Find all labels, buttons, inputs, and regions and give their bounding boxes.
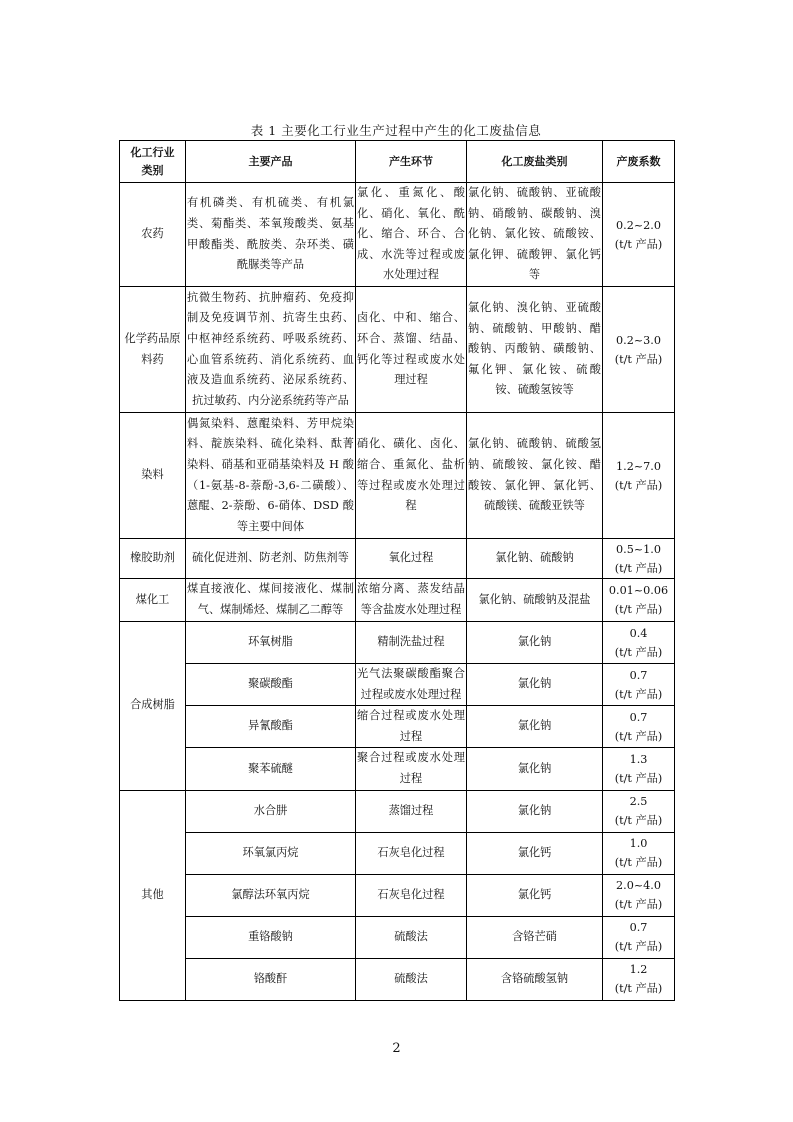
- table-row: [120, 832, 675, 874]
- salt-type-cell: 氯化钙: [467, 832, 603, 874]
- table-row: [120, 287, 675, 413]
- coefficient-cell: [603, 874, 675, 916]
- products-cell: 硫化促进剂、防老剂、防焦剂等: [186, 539, 356, 579]
- coefficient-cell: [603, 832, 675, 874]
- salt-type-cell: 氯化钙: [467, 874, 603, 916]
- products-cell: 有机磷类、有机硫类、有机氯类、菊酯类、苯氧羧酸类、氨基甲酸酯类、酰胺类、杂环类、磺酰脲类等产品: [186, 183, 356, 287]
- products-cell: 抗微生物药、抗肿瘤药、免疫抑制及免疫调节剂、抗寄生虫药、中枢神经系统药、呼吸系统药、心血管系统药、消化系统药、血液及造血系统药、泌尿系统药、抗过敏药、内分泌系统药等产品: [186, 287, 356, 413]
- table-row: [120, 706, 675, 748]
- products-cell: 重铬酸钠: [186, 916, 356, 958]
- stage-cell: 精制洗盐过程: [356, 622, 467, 664]
- header-row: [120, 141, 675, 183]
- products-cell: 聚碳酸酯: [186, 664, 356, 706]
- coef-unit: (t/t 产品): [614, 856, 663, 870]
- coef-unit: (t/t 产品): [614, 237, 663, 251]
- stage-cell: 石灰皂化过程: [356, 832, 467, 874]
- category-cell: 化学药品原料药: [120, 287, 186, 413]
- salt-type-cell: 氯化钠: [467, 790, 603, 832]
- category-cell-resin: 合成树脂: [120, 622, 186, 791]
- coef-value: 0.7: [629, 921, 648, 935]
- stage-cell: 卤化、中和、缩合、环合、蒸馏、结晶、钙化等过程或废水处理过程: [356, 287, 467, 413]
- coef-unit: (t/t 产品): [614, 898, 663, 912]
- coef-value: 0.2~2.0: [616, 218, 661, 232]
- category-cell: 农药: [120, 183, 186, 287]
- table-caption: 表 1 主要化工行业生产过程中产生的化工废盐信息: [250, 123, 542, 138]
- coefficient-cell: [603, 706, 675, 748]
- coefficient-cell: [603, 790, 675, 832]
- salt-type-cell: 氯化钠、溴化钠、亚硫酸钠、硫酸钠、甲酸钠、醋酸钠、丙酸钠、磺酸钠、氟化钾、氯化铵、硫酸铵、硫酸氢铵等: [467, 287, 603, 413]
- coef-value: 2.0~4.0: [616, 879, 661, 893]
- header-products: 主要产品: [186, 141, 356, 183]
- table-row: [120, 874, 675, 916]
- coefficient-cell: [603, 664, 675, 706]
- stage-cell: 硫酸法: [356, 916, 467, 958]
- stage-cell: 石灰皂化过程: [356, 874, 467, 916]
- page-number: 2: [392, 1041, 401, 1056]
- header-salt-type: 化工废盐类别: [467, 141, 603, 183]
- coef-value: 0.7: [629, 710, 648, 724]
- stage-cell: 光气法聚碳酸酯聚合过程或废水处理过程: [356, 664, 467, 706]
- salt-type-cell: 氯化钠、硫酸钠及混盐: [467, 579, 603, 622]
- salt-type-cell: 氯化钠、硫酸钠、亚硫酸钠、硝酸钠、碳酸钠、溴化钠、氯化铵、硫酸铵、氯化钾、硫酸钾、氯化钙等: [467, 183, 603, 287]
- salt-type-cell: 氯化钠: [467, 622, 603, 664]
- coef-unit: (t/t 产品): [614, 687, 663, 701]
- products-cell: 偶氮染料、蒽醌染料、芳甲烷染料、靛族染料、硫化染料、酞菁染料、硝基和亚硝基染料及 H 酸（1-氨基-8-萘酚-3,6-二磺酸）、蒽醌、2-萘酚、6-硝体、DSD 酸等主要中间体: [186, 413, 356, 539]
- coef-unit: (t/t 产品): [614, 814, 663, 828]
- salt-type-cell: 氯化钠、硫酸钠: [467, 539, 603, 579]
- products-cell: 铬酸酐: [186, 958, 356, 1000]
- coef-unit: (t/t 产品): [614, 645, 663, 659]
- coef-value: 0.01~0.06: [608, 584, 669, 597]
- coefficient-cell: [603, 622, 675, 664]
- coef-value: 1.0: [629, 837, 648, 851]
- table-row: [120, 790, 675, 832]
- products-cell: 异氰酸酯: [186, 706, 356, 748]
- coef-unit: (t/t 产品): [614, 729, 663, 743]
- table-row: [120, 413, 675, 539]
- stage-cell: 氯化、重氮化、酸化、硝化、氧化、酰化、缩合、环合、合成、水洗等过程或废水处理过程: [356, 183, 467, 287]
- category-cell: 橡胶助剂: [120, 539, 186, 579]
- table-row: [120, 664, 675, 706]
- salt-type-cell: 氯化钠: [467, 664, 603, 706]
- coef-value: 0.5~1.0: [616, 542, 661, 556]
- coef-unit: (t/t 产品): [614, 771, 663, 785]
- table-row: [120, 183, 675, 287]
- stage-cell: 蒸馏过程: [356, 790, 467, 832]
- coef-unit: (t/t 产品): [614, 561, 663, 575]
- coef-value: 1.2: [629, 963, 648, 977]
- products-cell: 聚苯硫醚: [186, 748, 356, 790]
- coef-value: 0.2~3.0: [616, 333, 661, 347]
- stage-cell: 硫酸法: [356, 958, 467, 1000]
- header-category: 化工行业类别: [120, 141, 186, 183]
- coef-value: 1.2~7.0: [616, 459, 661, 473]
- coef-value: 1.3: [629, 752, 648, 766]
- table-row: [120, 622, 675, 664]
- category-cell: 煤化工: [120, 579, 186, 622]
- table-row: [120, 958, 675, 1000]
- coef-unit: (t/t 产品): [614, 352, 663, 366]
- header-stage: 产生环节: [356, 141, 467, 183]
- salt-type-cell: 含铬硫酸氢钠: [467, 958, 603, 1000]
- coefficient-cell: [603, 958, 675, 1000]
- coefficient-cell: [603, 287, 675, 413]
- coef-value: 0.4: [629, 626, 648, 640]
- stage-cell: 硝化、磺化、卤化、缩合、重氮化、盐析等过程或废水处理过程: [356, 413, 467, 539]
- coef-unit: (t/t 产品): [614, 478, 663, 492]
- coefficient-cell: [603, 413, 675, 539]
- table-row: [120, 748, 675, 790]
- table-row: [120, 916, 675, 958]
- stage-cell: 聚合过程或废水处理过程: [356, 748, 467, 790]
- stage-cell: 氧化过程: [356, 539, 467, 579]
- coef-unit: (t/t 产品): [614, 940, 663, 954]
- coef-value: 0.7: [629, 668, 648, 682]
- salt-type-cell: 氯化钠、硫酸钠、硫酸氢钠、硫酸铵、氯化铵、醋酸铵、氯化钾、氯化钙、硫酸镁、硫酸亚铁等: [467, 413, 603, 539]
- coefficient-cell: [603, 916, 675, 958]
- table-row: [120, 579, 675, 622]
- products-cell: 煤直接液化、煤间接液化、煤制气、煤制烯烃、煤制乙二醇等: [186, 579, 356, 622]
- coefficient-cell: [603, 539, 675, 579]
- coef-unit: (t/t 产品): [614, 603, 663, 616]
- category-cell: 染料: [120, 413, 186, 539]
- coef-value: 2.5: [629, 795, 648, 809]
- category-cell-other: 其他: [120, 790, 186, 1000]
- stage-cell: 浓缩分离、蒸发结晶等含盐废水处理过程: [356, 579, 467, 622]
- coef-unit: (t/t 产品): [614, 982, 663, 996]
- header-coefficient: 产废系数: [603, 141, 675, 183]
- coefficient-cell: [603, 579, 675, 622]
- products-cell: 环氧氯丙烷: [186, 832, 356, 874]
- coefficient-cell: [603, 748, 675, 790]
- salt-type-cell: 氯化钠: [467, 748, 603, 790]
- products-cell: 氯醇法环氧丙烷: [186, 874, 356, 916]
- products-cell: 环氧树脂: [186, 622, 356, 664]
- salt-type-cell: 氯化钠: [467, 706, 603, 748]
- table-row: [120, 539, 675, 579]
- coefficient-cell: [603, 183, 675, 287]
- waste-salt-table: [119, 140, 675, 1001]
- products-cell: 水合肼: [186, 790, 356, 832]
- stage-cell: 缩合过程或废水处理过程: [356, 706, 467, 748]
- salt-type-cell: 含铬芒硝: [467, 916, 603, 958]
